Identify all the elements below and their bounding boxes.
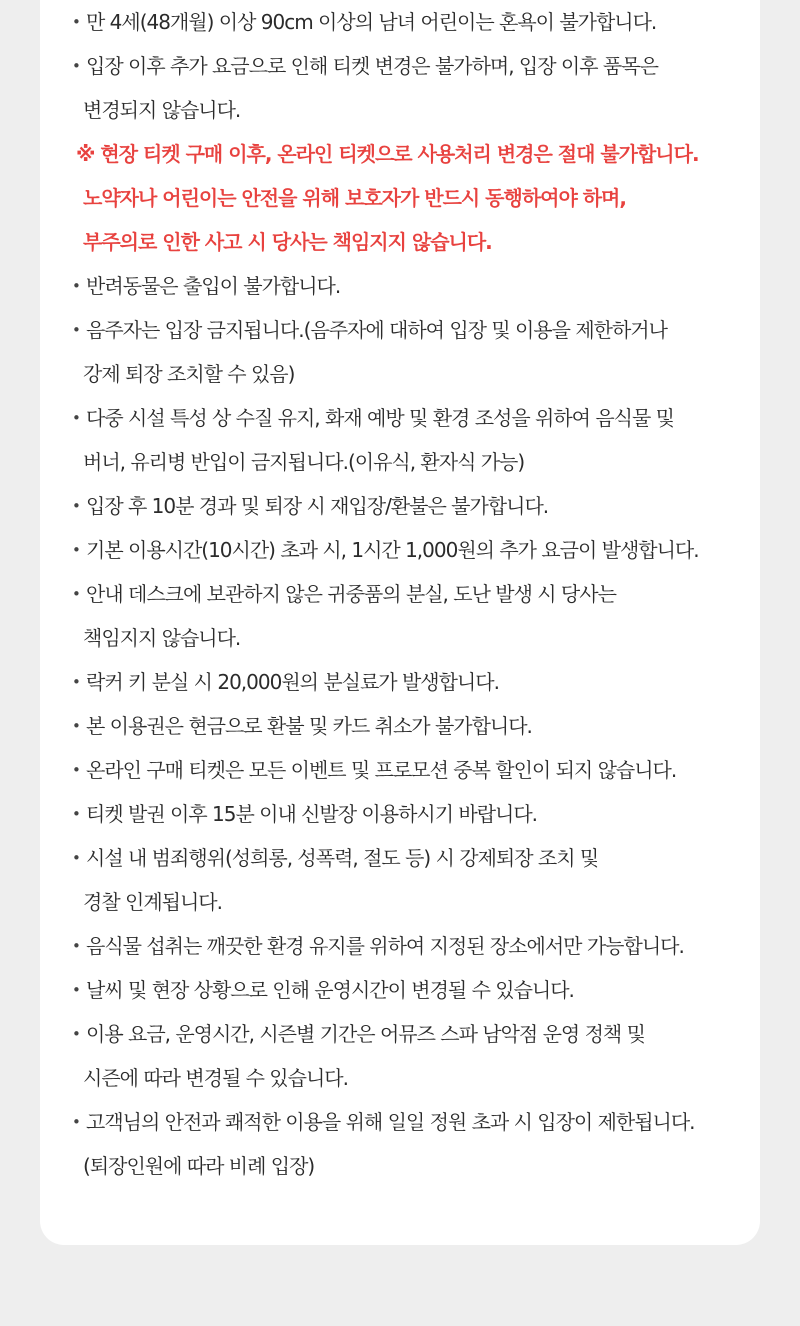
notice-item: • 기본 이용시간(10시간) 초과 시, 1시간 1,000원의 추가 요금이 발생합니다. [72, 528, 742, 572]
warning-notice: ※ 현장 티켓 구매 이후, 온라인 티켓으로 사용처리 변경은 절대 불가합니다. [76, 142, 699, 166]
notice-item: • 날씨 및 현장 상황으로 인해 운영시간이 변경될 수 있습니다. [72, 968, 742, 1012]
notice-item: • 락커 키 분실 시 20,000원의 분실료가 발생합니다. [72, 660, 742, 704]
notice-item: • 안내 데스크에 보관하지 않은 귀중품의 분실, 도난 발생 시 당사는 [72, 572, 742, 616]
warning-notice-continued: 부주의로 인한 사고 시 당사는 책임지지 않습니다. [83, 230, 492, 254]
notice-item-continued: (퇴장인원에 따라 비례 입장) [83, 1154, 315, 1178]
notice-item: • 다중 시설 특성 상 수질 유지, 화재 예방 및 환경 조성을 위하여 음식물 및 [72, 396, 742, 440]
notice-item: • 음주자는 입장 금지됩니다.(음주자에 대하여 입장 및 이용을 제한하거나 [72, 308, 742, 352]
notice-item-continued: 책임지지 않습니다. [83, 626, 241, 650]
notice-item: • 입장 이후 추가 요금으로 인해 티켓 변경은 불가하며, 입장 이후 품목은 [72, 44, 742, 88]
notice-item-continued: 강제 퇴장 조치할 수 있음) [83, 362, 295, 386]
notice-item: • 이용 요금, 운영시간, 시즌별 기간은 어뮤즈 스파 남악점 운영 정책 및 [72, 1012, 742, 1056]
notice-item: • 고객님의 안전과 쾌적한 이용을 위해 일일 정원 초과 시 입장이 제한됩니다. [72, 1100, 742, 1144]
notice-item: • 반려동물은 출입이 불가합니다. [72, 264, 742, 308]
notice-item-continued: 변경되지 않습니다. [83, 98, 241, 122]
notice-item: • 음식물 섭취는 깨끗한 환경 유지를 위하여 지정된 장소에서만 가능합니다. [72, 924, 742, 968]
notice-list [72, 0, 742, 1188]
notice-item: • 입장 후 10분 경과 및 퇴장 시 재입장/환불은 불가합니다. [72, 484, 742, 528]
warning-notice-continued: 노약자나 어린이는 안전을 위해 보호자가 반드시 동행하여야 하며, [83, 186, 626, 210]
notice-item-continued: 경찰 인계됩니다. [83, 890, 222, 914]
notice-item: • 티켓 발권 이후 15분 이내 신발장 이용하시기 바랍니다. [72, 792, 742, 836]
notice-item: • 온라인 구매 티켓은 모든 이벤트 및 프로모션 중복 할인이 되지 않습니다. [72, 748, 742, 792]
notice-item: • 본 이용권은 현금으로 환불 및 카드 취소가 불가합니다. [72, 704, 742, 748]
notice-item: • 만 4세(48개월) 이상 90cm 이상의 남녀 어린이는 혼욕이 불가합니다. [72, 0, 742, 44]
notice-item: • 시설 내 범죄행위(성희롱, 성폭력, 절도 등) 시 강제퇴장 조치 및 [72, 836, 742, 880]
notice-item-continued: 시즌에 따라 변경될 수 있습니다. [83, 1066, 348, 1090]
notice-item-continued: 버너, 유리병 반입이 금지됩니다.(이유식, 환자식 가능) [83, 450, 525, 474]
